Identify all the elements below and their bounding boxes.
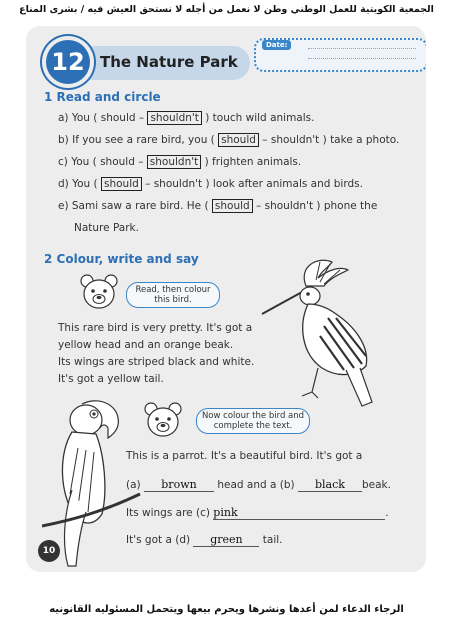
description-line: Its wings are striped black and white. [58,356,255,368]
footer-note: الرجاء الدعاء لمن أعدها ونشرها ويحرم بيعها ويتحمل المسئوليه القانونيه [49,604,404,615]
date-label: Date: [262,40,291,50]
answer-box[interactable]: should [101,177,142,191]
page-number: 10 [38,540,60,562]
answer-box[interactable]: should [218,133,259,147]
answer-d-field[interactable]: green [193,533,259,547]
top-banner: الجمعية الكويتية للعمل الوطني وطن لا نعمل من أجله لا نستحق العيش فيه / بشرى المناع [19,4,434,15]
item-text: ) frighten animals. [201,156,302,168]
exercise-item-e-continuation: Nature Park. [74,222,139,234]
section2-heading: 2 Colour, write and say [44,252,199,266]
description-line: yellow head and an orange beak. [58,339,234,351]
item-text: e) Sami saw a rare bird. He ( [58,200,212,212]
fill-in-line-a-b [126,478,391,492]
date-line [308,48,416,49]
answer-box[interactable]: shouldn't [147,155,201,169]
fill-label: It's got a (d) [126,534,191,546]
fill-label: tail. [262,534,283,546]
item-text: a) You ( should – [58,112,148,124]
fill-label: (a) [126,479,141,491]
answer-box[interactable]: should [212,199,253,213]
answer-b-field[interactable]: black [298,478,362,492]
item-text: b) If you see a rare bird, you ( [58,134,219,146]
item-text: – shouldn't ) look after animals and birds. [141,178,363,190]
answer-a-field[interactable]: brown [144,478,214,492]
parrot-intro: This is a parrot. It's a beautiful bird. It's got a [126,450,363,462]
bear-icon [78,272,120,312]
fill-in-line-c [126,506,389,520]
exercise-item-c [58,156,301,168]
item-text: d) You ( [58,178,101,190]
fill-label: head and a (b) [217,479,295,491]
unit-title: The Nature Park [100,53,238,71]
answer-c-field[interactable]: pink [213,506,385,520]
item-text: – shouldn't ) take a photo. [258,134,400,146]
exercise-item-d [58,178,363,190]
description-line: It's got a yellow tail. [58,373,164,385]
hoopoe-bird-illustration [258,256,378,408]
workbook-page [26,26,426,572]
exercise-item-b [58,134,399,146]
instruction-bubble-1: Read, then colour this bird. [126,282,220,308]
date-field[interactable] [254,38,426,72]
fill-label: Its wings are (c) [126,507,210,519]
bear-icon [142,400,184,440]
exercise-item-e [58,200,377,212]
section1-heading: 1 Read and circle [44,90,161,104]
fill-in-line-d [126,533,283,547]
item-text: c) You ( should – [58,156,147,168]
item-text: – shouldn't ) phone the [252,200,378,212]
date-line [308,58,416,59]
answer-box[interactable]: shouldn't [147,111,201,125]
fill-label: beak. [361,479,391,491]
instruction-bubble-2: Now colour the bird and complete the text. [196,408,310,434]
item-text: ) touch wild animals. [201,112,315,124]
unit-number-badge: 12 [46,40,90,84]
fill-label: . [385,507,389,519]
description-line: This rare bird is very pretty. It's got a [58,322,253,334]
exercise-item-a [58,112,314,124]
